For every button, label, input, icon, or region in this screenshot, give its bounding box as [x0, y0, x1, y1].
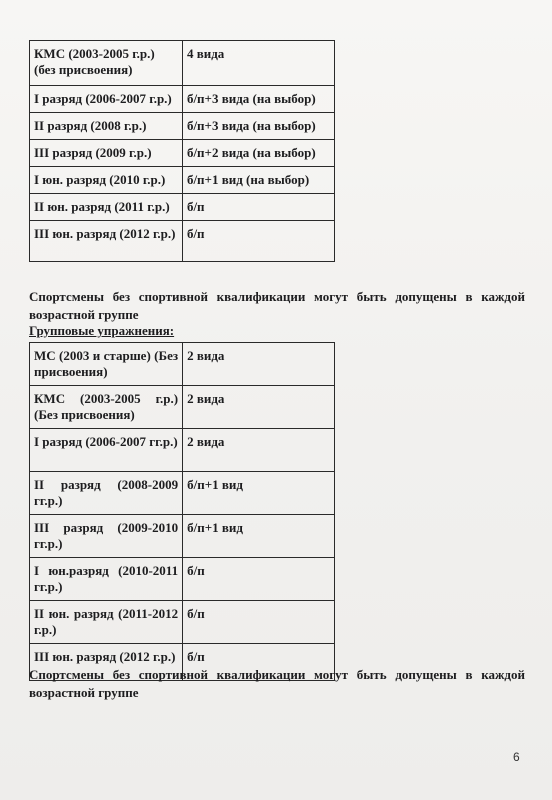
program-cell: б/п+1 вид (на выбор) — [182, 167, 334, 194]
table-row — [30, 429, 335, 472]
rank-cell: I юн. разряд (2010 г.р.) — [30, 167, 183, 194]
program-cell: б/п+1 вид — [183, 472, 335, 515]
program-cell: 2 вида — [183, 429, 335, 472]
table-row — [30, 41, 335, 86]
table-row — [30, 167, 335, 194]
rank-cell: МС (2003 и старше) (Без присвоения) — [30, 343, 183, 386]
program-cell: б/п+2 вида (на выбор) — [182, 140, 334, 167]
program-cell: 2 вида — [183, 343, 335, 386]
rank-cell: КМС (2003-2005 г.р.) (Без присвоения) — [30, 386, 183, 429]
program-cell: б/п — [182, 194, 334, 221]
table-row — [30, 601, 335, 644]
rank-cell: III разряд (2009 г.р.) — [30, 140, 183, 167]
program-cell: б/п — [182, 221, 334, 262]
rank-cell: II юн. разряд (2011-2012 г.р.) — [30, 601, 183, 644]
rank-cell: III разряд (2009-2010 гг.р.) — [30, 515, 183, 558]
rank-cell: I разряд (2006-2007 г.р.) — [30, 86, 183, 113]
table-row — [30, 515, 335, 558]
rank-cell: II разряд (2008 г.р.) — [30, 113, 183, 140]
table-row — [30, 140, 335, 167]
rank-cell: III юн. разряд (2012 г.р.) — [30, 221, 183, 262]
no-qualification-note: Спортсмены без спортивной квалификации могут быть допущены в каждой возрастной группе — [29, 289, 525, 322]
program-cell: б/п — [183, 644, 335, 681]
group-exercises-heading: Групповые упражнения: — [29, 323, 175, 338]
table-row — [30, 343, 335, 386]
program-cell: б/п+3 вида (на выбор) — [182, 113, 334, 140]
program-cell: б/п+3 вида (на выбор) — [182, 86, 334, 113]
rank-cell: II разряд (2008-2009 гг.р.) — [30, 472, 183, 515]
group-program-table — [29, 342, 335, 681]
program-cell: б/п — [183, 558, 335, 601]
program-cell: б/п — [183, 601, 335, 644]
table-row — [30, 194, 335, 221]
rank-cell: II юн. разряд (2011 г.р.) — [30, 194, 183, 221]
page-number: 6 — [513, 750, 520, 764]
table-row — [30, 86, 335, 113]
program-cell: б/п+1 вид — [183, 515, 335, 558]
program-cell: 2 вида — [183, 386, 335, 429]
table-row — [30, 113, 335, 140]
table-row — [30, 221, 335, 262]
rank-cell: III юн. разряд (2012 г.р.) — [30, 644, 183, 681]
table-row — [30, 558, 335, 601]
individual-program-table — [29, 40, 335, 262]
rank-cell: КМС (2003-2005 г.р.) (без присвоения) — [30, 41, 183, 86]
rank-cell: I разряд (2006-2007 гг.р.) — [30, 429, 183, 472]
no-qualification-note: Спортсмены без спортивной квалификации могут быть допущены в каждой возрастной группе — [29, 667, 525, 700]
table-row — [30, 386, 335, 429]
table-row — [30, 472, 335, 515]
rank-cell: I юн.разряд (2010-2011 гг.р.) — [30, 558, 183, 601]
program-cell: 4 вида — [182, 41, 334, 86]
